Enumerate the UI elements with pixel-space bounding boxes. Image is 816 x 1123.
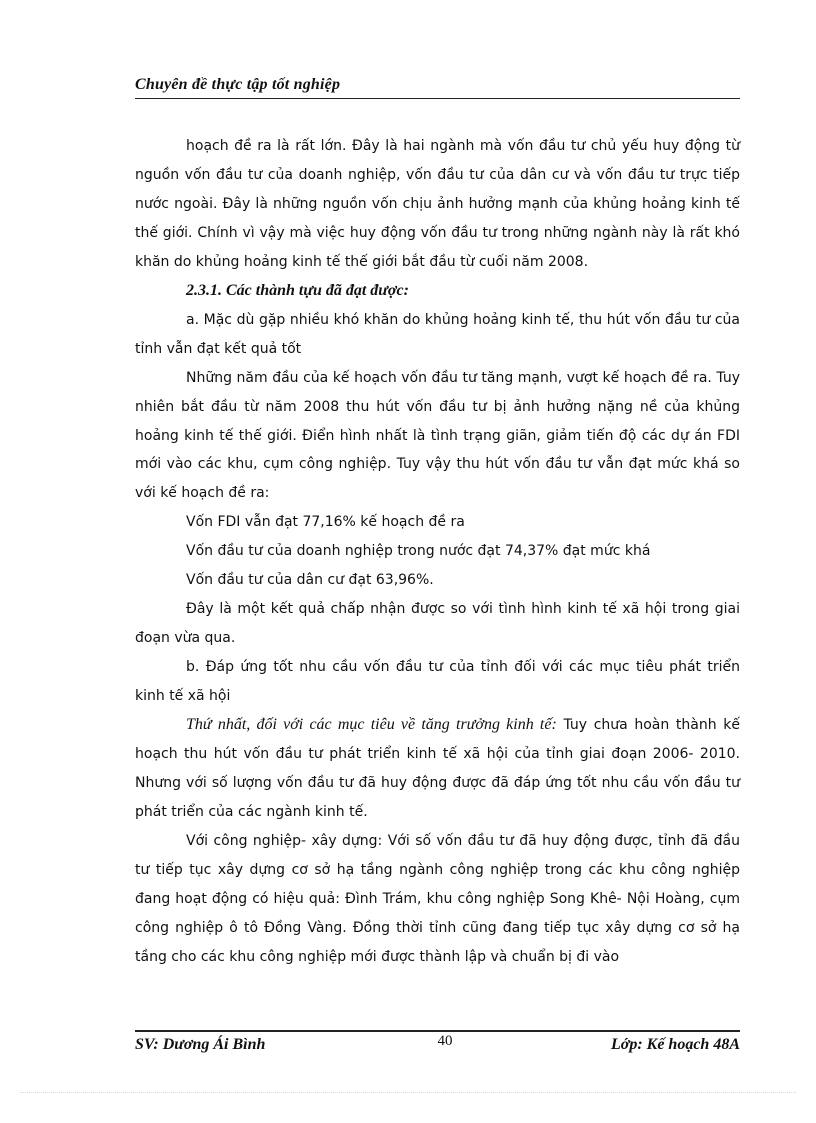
section-heading-text: 2.3.1. Các thành tựu đã đạt được: xyxy=(186,281,409,299)
section-heading xyxy=(135,277,740,306)
paragraph-b: b. Đáp ứng tốt nhu cầu vốn đầu tư của tỉnh đối với các mục tiêu phát triển kinh tế xã hội xyxy=(135,659,740,705)
paragraph-a: a. Mặc dù gặp nhiều khó khăn do khủng hoảng kinh tế, thu hút vốn đầu tư của tỉnh vẫn đạt kết quả tốt xyxy=(135,311,740,357)
footer-student: SV: Dương Ái Bình xyxy=(135,1036,266,1053)
paragraph-growth-lead: Thứ nhất, đối với các mục tiêu về tăng trưởng kinh tế: xyxy=(186,716,557,734)
footer-class: Lớp: Kế hoạch 48A xyxy=(610,1036,740,1053)
paragraph-overview: Những năm đầu của kế hoạch vốn đầu tư tăng mạnh, vượt kế hoạch đề ra. Tuy nhiên bắt đầu từ năm 2008 thu hút vốn đầu tư bị ảnh hưởng nặng nề của khủng hoảng kinh tế thế giới. Điển hình nhất là tình trạng giãn, giảm tiến độ các dự án FDI mới vào các khu, cụm công nghiệp. Tuy vậy thu hút vốn đầu tư vẫn đạt mức khá so với kế hoạch đề ra: xyxy=(135,369,740,502)
page-number: 40 xyxy=(437,1033,453,1049)
paragraph-growth-text: Tuy chưa hoàn thành kế hoạch thu hút vốn đầu tư phát triển kinh tế xã hội của tỉnh giai đoạn 2006- 2010. Nhưng với số lượng vốn đầu tư đã huy động được đã đáp ứng tốt nhu cầu vốn đầu tư phát triển của các ngành kinh tế. xyxy=(135,717,740,820)
body-text xyxy=(135,132,740,972)
header-title: Chuyên đề thực tập tốt nghiệp xyxy=(135,76,341,93)
list-item-domestic: Vốn đầu tư của doanh nghiệp trong nước đạt 74,37% đạt mức khá xyxy=(186,543,651,560)
header-divider xyxy=(135,98,740,99)
paragraph-assessment: Đây là một kết quả chấp nhận được so với tình hình kinh tế xã hội trong giai đoạn vừa qua. xyxy=(135,601,740,647)
paragraph-growth xyxy=(135,711,740,827)
paragraph-intro: hoạch đề ra là rất lớn. Đây là hai ngành mà vốn đầu tư chủ yếu huy động từ nguồn vốn đầu tư của doanh nghiệp, vốn đầu tư của dân cư và vốn đầu tư trực tiếp nước ngoài. Đây là những nguồn vốn chịu ảnh hưởng mạnh của khủng hoảng kinh tế thế giới. Chính vì vậy mà việc huy động vốn đầu tư trong những ngành này là rất khó khăn do khủng hoảng kinh tế thế giới bắt đầu từ cuối năm 2008. xyxy=(135,138,740,270)
page-edge-dots xyxy=(20,1092,796,1093)
footer-divider xyxy=(135,1030,740,1032)
list-item-residents: Vốn đầu tư của dân cư đạt 63,96%. xyxy=(186,572,434,589)
list-item-fdi: Vốn FDI vẫn đạt 77,16% kế hoạch đề ra xyxy=(186,514,465,531)
paragraph-industry: Với công nghiệp- xây dựng: Với số vốn đầu tư đã huy động được, tỉnh đã đầu tư tiếp tục xây dựng cơ sở hạ tầng ngành công nghiệp trong các khu công nghiệp đang hoạt động có hiệu quả: Đình Trám, khu công nghiệp Song Khê- Nội Hoàng, cụm công nghiệp ô tô Đồng Vàng. Đồng thời tỉnh cũng đang tiếp tục xây dựng cơ sở hạ tầng cho các khu công nghiệp mới được thành lập và chuẩn bị đi vào xyxy=(135,832,740,965)
